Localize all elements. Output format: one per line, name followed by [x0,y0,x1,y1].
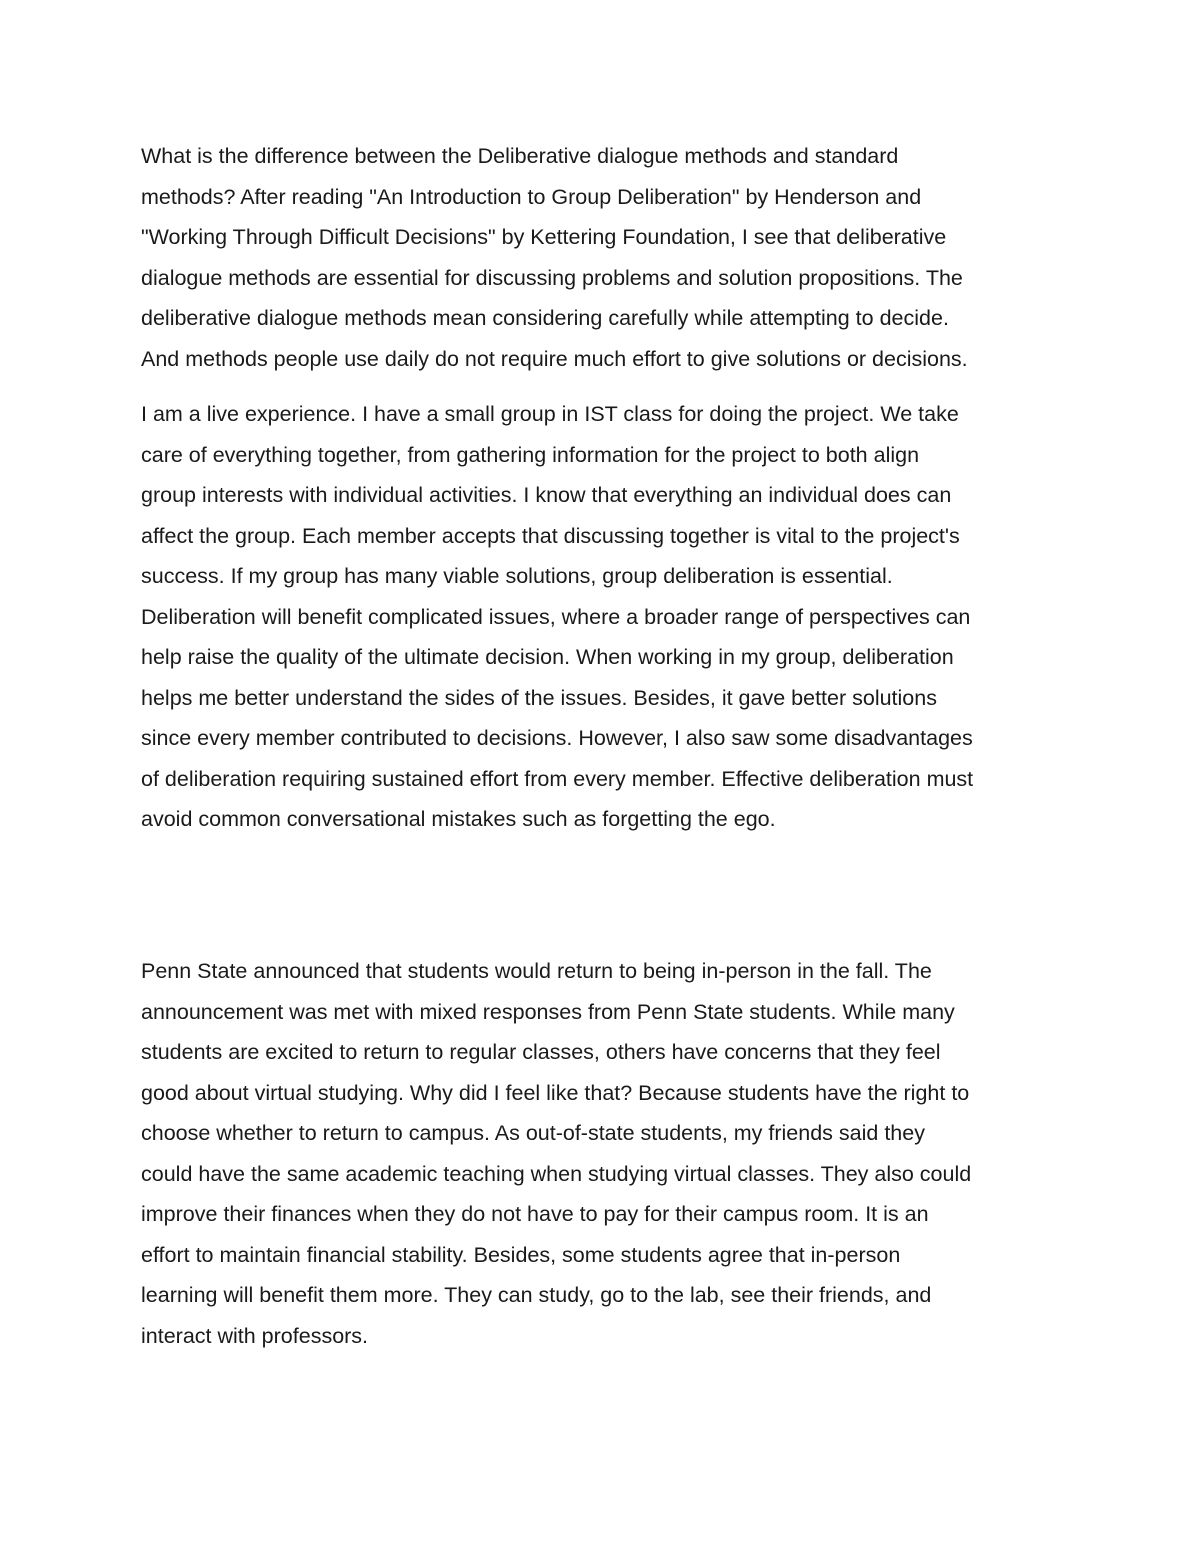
text-line: announcement was met with mixed responses from Penn State students. While many [141,999,955,1024]
text-line: Penn State announced that students would return to being in-person in the fall. The [141,959,932,983]
text-line: I am a live experience. I have a small group in IST class for doing the project. We take [141,402,959,426]
text-line: effort to maintain financial stability. Besides, some students agree that in-person [141,1242,901,1267]
paragraph-penn-state-return [141,951,1071,1356]
text-line: And methods people use daily do not require much effort to give solutions or decisions. [141,346,968,371]
text-line: care of everything together, from gathering information for the project to both align [141,442,920,467]
text-line: students are excited to return to regular classes, others have concerns that they feel [141,1040,941,1064]
text-line: dialogue methods are essential for discussing problems and solution propositions. The [141,265,963,290]
paragraph-deliberative-methods [141,136,1071,379]
text-line: interact with professors. [141,1323,369,1348]
text-line: Deliberation will benefit complicated issues, where a broader range of perspectives can [141,604,971,629]
text-line: help raise the quality of the ultimate decision. When working in my group, deliberation [141,645,954,669]
text-line: choose whether to return to campus. As out-of-state students, my friends said they [141,1121,925,1145]
text-line: learning will benefit them more. They can study, go to the lab, see their friends, and [141,1283,932,1307]
text-line: deliberative dialogue methods mean considering carefully while attempting to decide. [141,306,949,330]
text-line: affect the group. Each member accepts that discussing together is vital to the project's [141,523,960,548]
text-line: group interests with individual activities. I know that everything an individual does can [141,483,952,507]
text-line: improve their finances when they do not have to pay for their campus room. It is an [141,1202,929,1226]
text-line: avoid common conversational mistakes such as forgetting the ego. [141,807,776,831]
paragraph-live-experience [141,394,1071,840]
text-line: could have the same academic teaching when studying virtual classes. They also could [141,1161,972,1186]
text-line: good about virtual studying. Why did I feel like that? Because students have the right to [141,1080,970,1105]
text-line: helps me better understand the sides of the issues. Besides, it gave better solutions [141,685,937,710]
text-line: of deliberation requiring sustained effort from every member. Effective deliberation must [141,766,974,791]
text-line: methods? After reading "An Introduction to Group Deliberation" by Henderson and [141,184,922,209]
text-line: success. If my group has many viable solutions, group deliberation is essential. [141,564,893,588]
text-line: What is the difference between the Deliberative dialogue methods and standard [141,144,899,168]
text-line: "Working Through Difficult Decisions" by Kettering Foundation, I see that deliberative [141,225,947,249]
text-line: since every member contributed to decisions. However, I also saw some disadvantages [141,726,973,750]
